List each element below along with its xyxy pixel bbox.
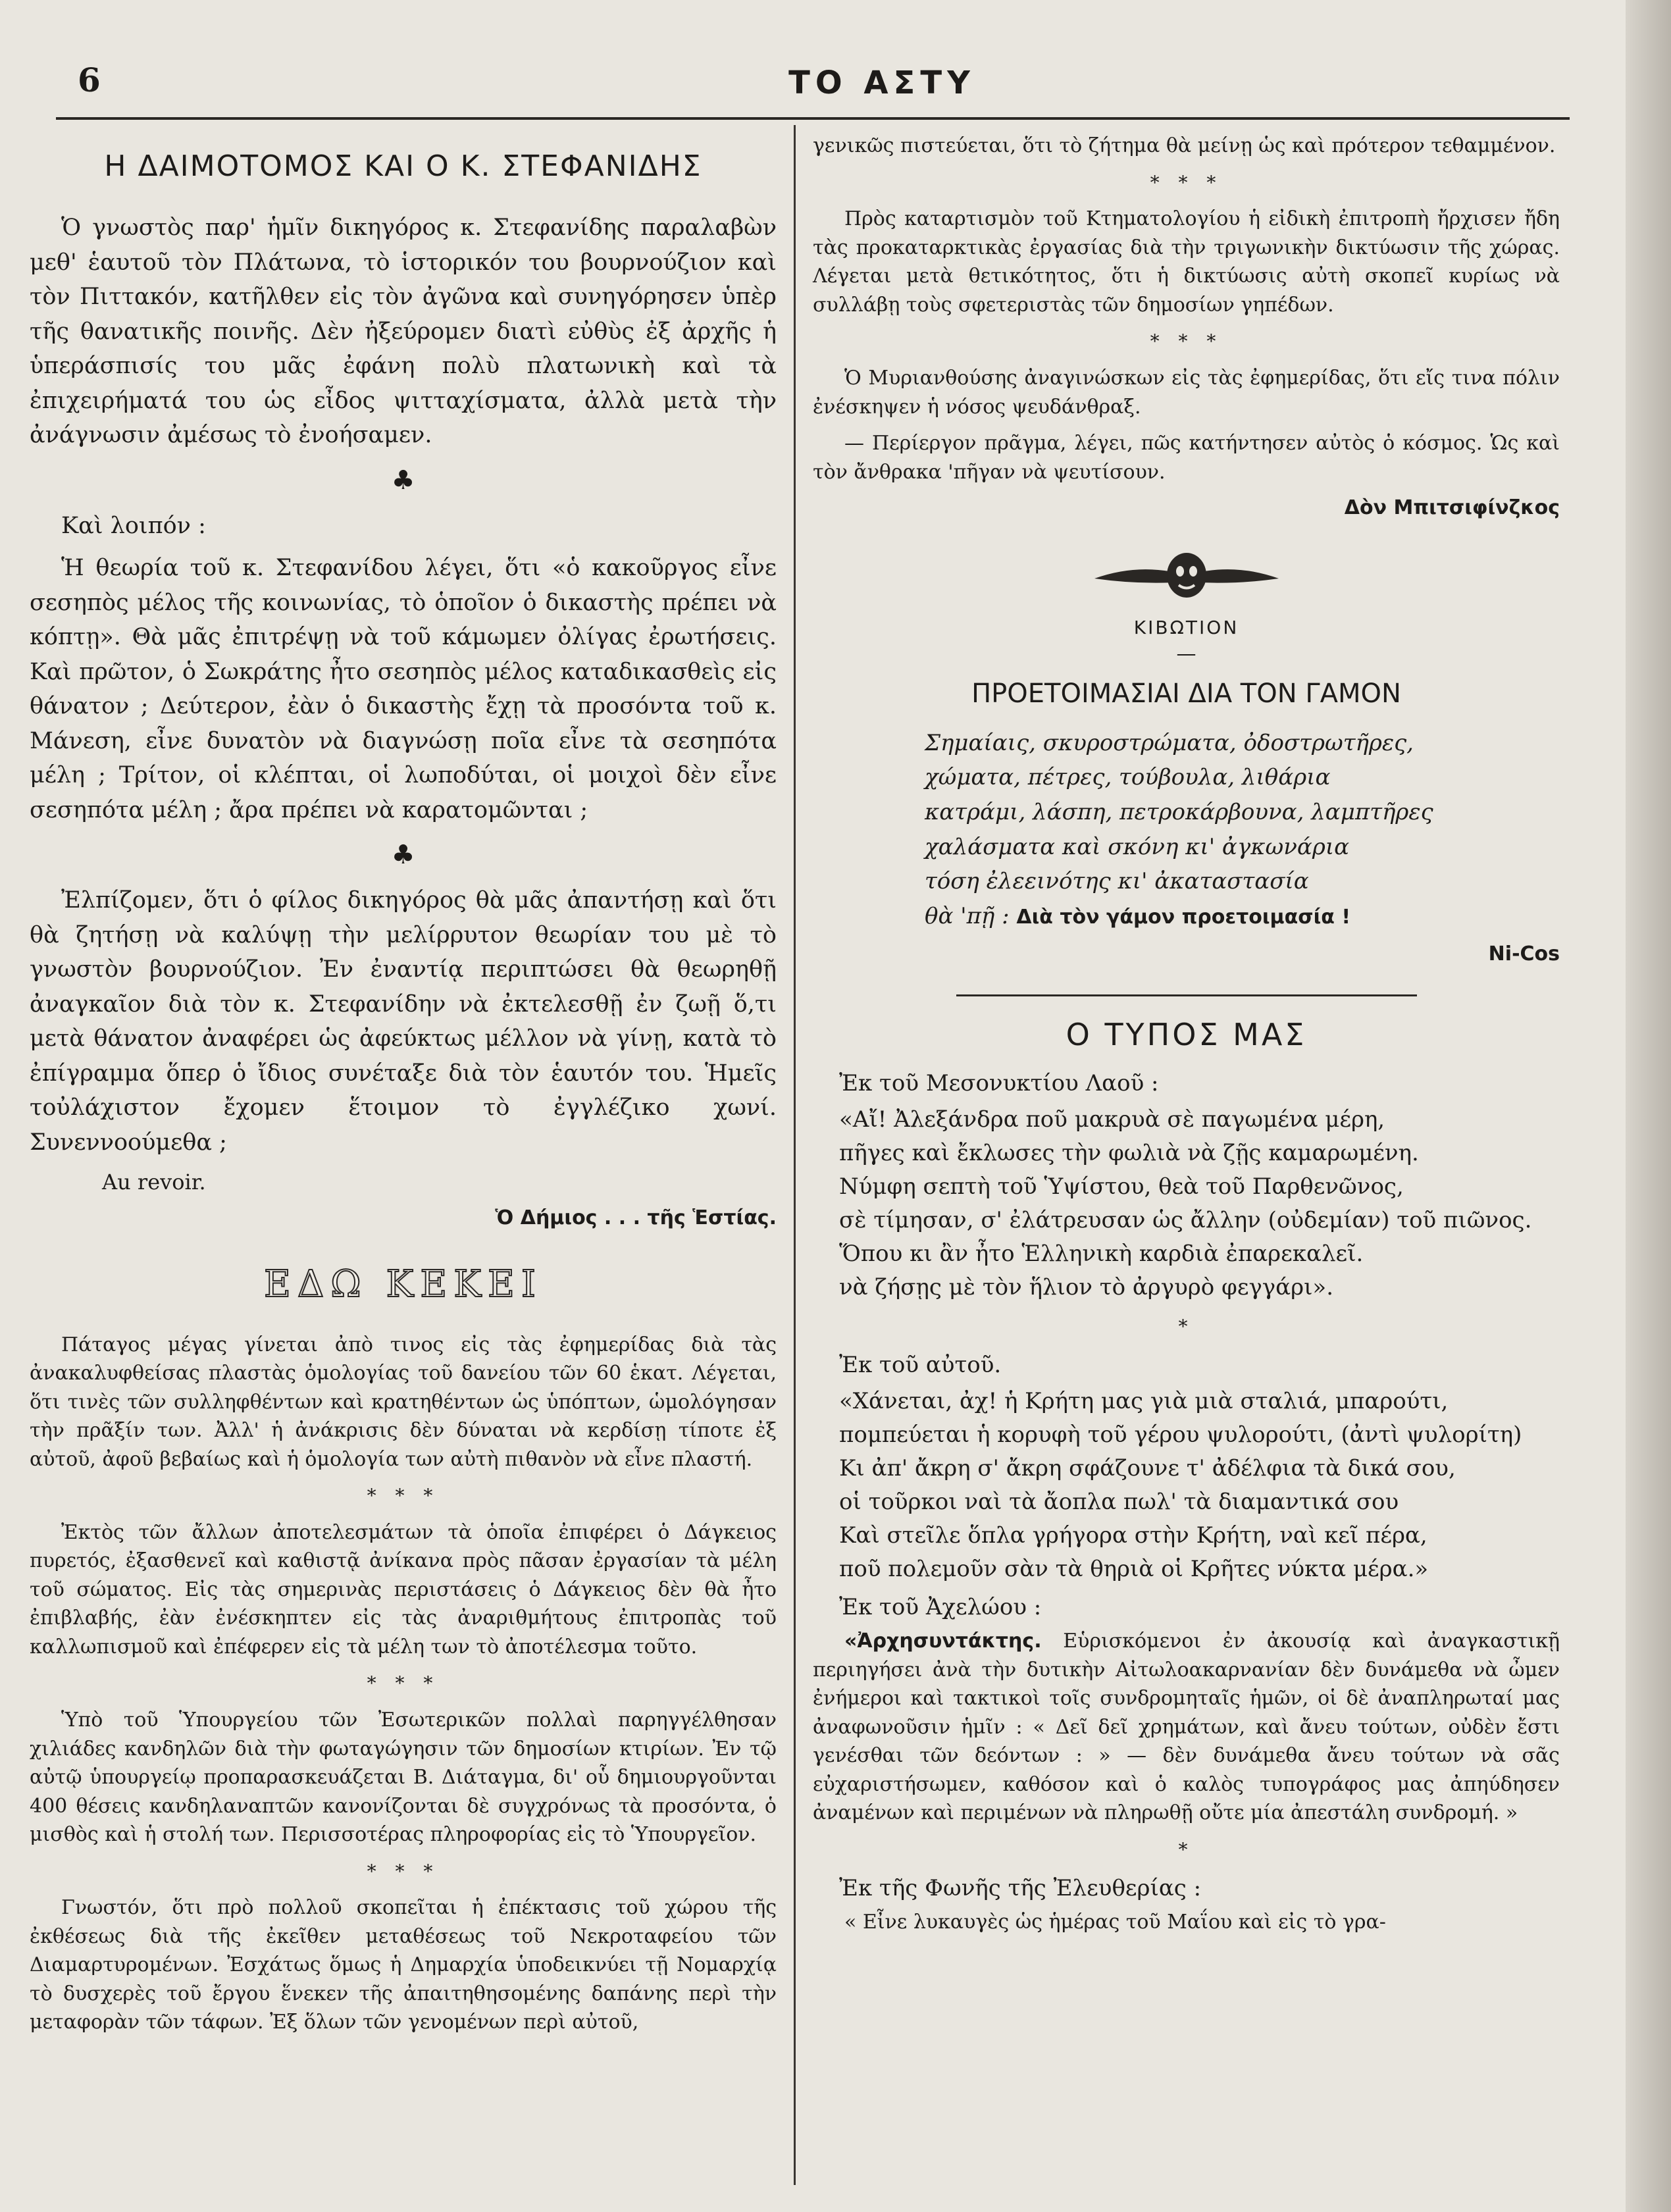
separator-asterisk: * [1178,1838,1195,1861]
press-quote [813,1627,1560,1828]
article-paragraph: Καὶ λοιπόν : [61,512,206,539]
separator-asterisk: * [1178,1316,1195,1338]
press-quote: « Εἶνε λυκαυγὲς ὡς ἡμέρας τοῦ Μαΐου καὶ εἰς τὸ γρα- [844,1910,1386,1934]
quote-line: Κι ἀπ' ἄκρη σ' ἄκρη σφάζουνε τ' ἀδέλφια τὰ δικά σου, [839,1455,1456,1482]
quote-line: πῆγες καὶ ἔκλωσες τὴν φωλιὰ νὰ ζῇς καμαρωμένη. [839,1140,1419,1167]
poem [925,726,1560,934]
quote-line: σὲ τίμησαν, σ' ἐλάτρευσαν ὡς ἄλλην (οὐδεμίαν) τοῦ πιῶνος. [839,1207,1532,1234]
news-item: Ὁ Μυριανθούσης ἀναγινώσκων εἰς τὰς ἐφημερίδας, ὅτι εἴς τινα πόλιν ἐνέσκηψεν ἡ νόσος ψευδάνθραξ. [813,367,1560,419]
left-column [30,132,777,2045]
article-signature: Δὸν Μπιτσιφίνζκος [1344,496,1560,519]
poem-line: κατράμι, λάσπη, πετροκάρβουνα, λαμπτῆρες [925,799,1433,826]
poem-line: χαλάσματα καὶ σκόνη κι' ἀγκωνάρια [925,833,1350,860]
news-item: — Περίεργον πρᾶγμα, λέγει, πῶς κατήντησεν αὐτὸς ὁ κόσμος. Ὡς καὶ τὸν ἄνθρακα 'πῆγαν νὰ ψευτίσουν. [813,432,1560,484]
page-number: 6 [78,61,101,99]
header-rule [56,117,1570,120]
press-source: Ἐκ τοῦ Ἀχελώου : [839,1594,1042,1621]
poem-line-bold: Διὰ τὸν γάμον προετοιμασία ! [1016,906,1351,929]
column-divider [794,125,796,2185]
au-revoir: Au revoir. [102,1170,206,1195]
separator-stars: * * * [367,1860,440,1882]
separator-stars: * * * [1150,330,1223,353]
press-quote [839,1103,1560,1304]
quote-lead: «Ἀρχησυντάκτης. [844,1630,1042,1653]
poem-line: τόση ἐλεεινότης κι' ἀκαταστασία [925,868,1309,895]
quote-line: πομπεύεται ἡ κορυφὴ τοῦ γέρου ψυλορούτι, (ἀντὶ ψυλορίτη) [839,1422,1522,1449]
masthead: ΤΟ ΑΣΤΥ [788,64,975,101]
poem-line: Σημαίαις, σκυροστρώματα, ὀδοστρωτῆρες, [925,729,1414,756]
quote-line: «Χάνεται, ἀχ! ἡ Κρήτη μας γιὰ μιὰ σταλιά, μπαρούτι, [839,1388,1449,1415]
separator-stars: * * * [367,1485,440,1507]
column-label: ΚΙΒΩΤΙΟΝ [1133,616,1239,638]
section-title: ΕΔΩ ΚΕΚΕΙ [263,1263,543,1306]
section-rule [956,994,1417,996]
article-paragraph: Ὁ γνωστὸς παρ' ἡμῖν δικηγόρος κ. Στεφανίδης παραλαβὼν μεθ' ἑαυτοῦ τὸν Πλάτωνα, τὸ ἱστορικόν του βουρνούζιον καὶ τὸν Πιττακόν, κατῆλθεν εἰς τὸν ἀγῶνα καὶ συνηγόρησεν ὑπὲρ τῆς θανατικῆς ποινῆς. Δὲν ἠξεύρομεν διατὶ εὐθὺς ἐξ ἀρχῆς ἡ ὑπεράσπισίς του μᾶς ἐφάνη πολὺ πλατωνικὴ καὶ τὰ ἐπιχειρήματά του ὡς εἶδος ψιτταχίσματα, ἀλλὰ μετὰ τὴν ἀνάγνωσιν ἀμέσως τὸ ἐνοήσαμεν. [30,215,777,449]
poem-line-lead: θὰ 'πῇ : [925,903,1010,930]
news-item: Γνωστόν, ὅτι πρὸ πολλοῦ σκοπεῖται ἡ ἐπέκτασις τοῦ χώρου τῆς ἐκθέσεως διὰ τῆς ἐκεῖθεν μεταθέσεως τοῦ Νεκροταφείου τῶν Διαμαρτυρομένων. Ἐσχάτως ὅμως ἡ Δημαρχία ὑποδεικνύει τῇ Νομαρχίᾳ τὸ δυσχερὲς τοῦ ἔργου ἕνεκεν τῆς ἀπαιτηθησομένης δαπάνης περὶ τὴν μεταφορὰν τῶν τάφων. Ἐξ ὅλων τῶν γενομένων περὶ αὐτοῦ, [30,1896,777,2034]
dash-divider: — [1176,642,1196,666]
separator-stars: * * * [367,1672,440,1695]
press-quote [839,1385,1560,1586]
quote-line: οἱ τοῦρκοι ναὶ τὰ ἄοπλα πωλ' τὰ διαμαντικά σου [839,1489,1399,1516]
news-item: Πρὸς καταρτισμὸν τοῦ Κτηματολογίου ἡ εἰδικὴ ἐπιτροπὴ ἤρχισεν ἤδη τὰς προκαταρκτικὰς ἐργασίας διὰ τὴν τριγωνικὴν δικτύωσιν τῆς χώρας. Λέγεται μετὰ θετικότητος, ὅτι ἡ δικτύωσις αὐτὴ σκοπεῖ κυρίως νὰ συλλάβῃ τοὺς σφετεριστὰς τῶν δημοσίων γηπέδων. [813,207,1560,317]
poem-signature: Ni-Cos [1488,942,1560,965]
quote-line: «Αἴ! Ἀλεξάνδρα ποῦ μακρυὰ σὲ παγωμένα μέρη, [839,1106,1385,1133]
club-ornament-icon: ♣ [391,840,415,871]
poem-title: ΠΡΟΕΤΟΙΜΑΣΙΑΙ ΔΙΑ ΤΟΝ ΓΑΜΟΝ [971,678,1401,709]
quote-line: Καὶ στεῖλε ὅπλα γρήγορα στὴν Κρήτη, ναὶ κεῖ πέρα, [839,1522,1427,1549]
news-item: γενικῶς πιστεύεται, ὅτι τὸ ζήτημα θὰ μείνῃ ὡς καὶ πρότερον τεθαμμένον. [813,134,1556,157]
news-item: Ἐκτὸς τῶν ἄλλων ἀποτελεσμάτων τὰ ὁποῖα ἐπιφέρει ὁ Δάγκειος πυρετός, ἐξασθενεῖ καὶ καθιστᾷ ἀνίκανα πρὸς πᾶσαν ἐργασίαν τὰ μέλη τοῦ σώματος. Εἰς τὰς σημερινὰς περιστάσεις ὁ Δάγκειος δὲν θὰ ἦτο ἐπιβλαβής, ἐὰν ἐνέσκηπτεν εἰς τὰς ἀναριθμήτους ἐπιτροπὰς τοῦ καλλωπισμοῦ καὶ ἐπέφερεν εἰς τὰ μέλη των τὸ ἀποτέλεσμα τοῦτο. [30,1520,777,1659]
right-column [813,132,1560,1944]
news-item: Πάταγος μέγας γίνεται ἀπὸ τινος εἰς τὰς ἐφημερίδας διὰ τὰς ἀνακαλυφθείσας πλαστὰς ὁμολογίας τοῦ δανείου τῶν 60 ἑκατ. Λέγεται, ὅτι τινὲς τῶν συλληφθέντων καὶ κρατηθέντων ὡς ὑπόπτων, ὡμολόγησαν τὴν πρᾶξίν των. Ἀλλ' ἡ ἀνάκρισις δὲν δύναται νὰ κερδίσῃ τίποτε ἐξ αὐτοῦ, ἀφοῦ βεβαίως καὶ ἡ ὁμολογία των αὐτὴ πιθανὸν νὰ εἶνε πλαστή. [30,1333,777,1471]
separator-stars: * * * [1150,171,1223,193]
section-title: Ο ΤΥΠΟΣ ΜΑΣ [1066,1017,1307,1053]
page-edge-shadow [1626,0,1671,2212]
press-source: Ἐκ τοῦ Μεσονυκτίου Λαοῦ : [839,1069,1159,1096]
poem-line [925,899,1560,934]
press-source: Ἐκ τῆς Φωνῆς τῆς Ἐλευθερίας : [839,1874,1202,1901]
quote-line: Ὅπου κι ἂν ἦτο Ἑλληνικὴ καρδιὰ ἐπαρεκαλεῖ. [839,1241,1364,1268]
article-paragraph: Ἡ θεωρία τοῦ κ. Στεφανίδου λέγει, ὅτι «ὁ κακοῦργος εἶνε σεσηπὸς μέλος τῆς κοινωνίας, τὸ ὁποῖον ὁ δικαστὴς πρέπει νὰ κόπτῃ». Θὰ μᾶς ἐπιτρέψῃ νὰ τοῦ κάμωμεν ὀλίγας ἐρωτήσεις. Καὶ πρῶτον, ὁ Σωκράτης ἦτο σεσηπὸς μέλος καταδικασθεὶς εἰς θάνατον ; Δεύτερον, ἐὰν ὁ δικαστὴς ἔχῃ τὰ προσόντα τοῦ κ. Μάνεση, εἶνε δυνατὸν νὰ διαγνώσῃ ποῖα εἶνε τὰ σεσηπότα μέλη ; Τρίτον, οἱ κλέπται, οἱ λωποδύται, οἱ μοιχοὶ δὲν εἶνε σεσηπότα μέλη ; ἄρα πρέπει νὰ καρατομῶνται ; [30,555,777,823]
press-source: Ἐκ τοῦ αὐτοῦ. [839,1351,1002,1378]
news-item: Ὑπὸ τοῦ Ὑπουργείου τῶν Ἐσωτερικῶν πολλαὶ παρηγγέλθησαν χιλιάδες κανδηλῶν διὰ τὴν φωταγώγησιν τῶν δημοσίων κτιρίων. Ἐν τῷ αὐτῷ ὑπουργείῳ προπαρασκευάζεται Β. Διάταγμα, δι' οὗ δημιουργοῦνται 400 θέσεις κανδηλαναπτῶν κανονίζονται δὲ συγχρόνως τὰ προσόντα, ὁ μισθὸς καὶ ἡ στολή των. Περισσοτέρας πληροφορίας εἰς τὸ Ὑπουργεῖον. [30,1709,777,1847]
article-paragraph: Ἐλπίζομεν, ὅτι ὁ φίλος δικηγόρος θὰ μᾶς ἀπαντήσῃ καὶ ὅτι θὰ ζητήσῃ νὰ καλύψῃ τὴν μελίρρυτον θεωρίαν του μὲ τὸ γνωστὸν βουρνούζιον. Ἐν ἐναντίᾳ περιπτώσει θὰ θεωρηθῇ ἀναγκαῖον διὰ τὸν κ. Στεφανίδην νὰ ἐκτελεσθῇ ἐν ζωῇ ὅ,τι μετὰ θάνατον ἀναφέρει ὡς ἀφεύκτως μέλλον νὰ γίνῃ, κατὰ τὸ ἐπίγραμμα ὅπερ ὁ ἴδιος συνέταξε διὰ τὸν ἑαυτόν του. Ἡμεῖς τοὐλάχιστον ἔχομεν ἕτοιμον τὸ ἐγγλέζικο χωνί. Συνεννοούμεθα ; [30,887,777,1156]
article-signature: Ὁ Δήμιος . . . τῆς Ἑστίας. [495,1206,777,1229]
mask-vignette-icon [1088,549,1285,602]
poem-line: χώματα, πέτρες, τούβουλα, λιθάρια [925,764,1331,791]
quote-line: ποῦ πολεμοῦν σὰν τὰ θηριὰ οἱ Κρῆτες νύκτα μέρα.» [839,1556,1429,1583]
quote-line: Νύμφη σεπτὴ τοῦ Ὑψίστου, θεὰ τοῦ Παρθενῶνος, [839,1173,1404,1200]
article-title: Η ΔΑΙΜΟΤΟΜΟΣ ΚΑΙ Ο Κ. ΣΤΕΦΑΝΙΔΗΣ [104,149,702,183]
quote-line: νὰ ζήσῃς μὲ τὸν ἥλιον τὸ ἀργυρὸ φεγγάρι». [839,1274,1334,1301]
club-ornament-icon: ♣ [391,465,415,496]
quote-body: Εὑρισκόμενοι ἐν ἀκουσίᾳ καὶ ἀναγκαστικῇ περιηγήσει ἀνὰ τὴν δυτικὴν Αἰτωλοακαρνανίαν δὲν δυνάμεθα νὰ ὦμεν ἐνήμεροι καὶ τακτικοὶ τοῖς συνδρομηταῖς ἡμῶν, οἱ δὲ ἀναπληρωταί μας ἀναφωνοῦσιν ἡμῖν : « Δεῖ δεῖ χρημάτων, καὶ ἄνευ τούτων, οὐδὲν ἔστι γενέσθαι τῶν δεόντων : » — δὲν δυνάμεθα ἄνευ τούτων νὰ σᾶς εὐχαριστήσωμεν, καθόσον καὶ ὁ καλὸς τυπογράφος μας ἀπηύδησεν ἀναμένων καὶ περιμένων νὰ πληρωθῇ οὔτε μία ἀπεστάλη συνδρομή. » [813,1630,1560,1825]
